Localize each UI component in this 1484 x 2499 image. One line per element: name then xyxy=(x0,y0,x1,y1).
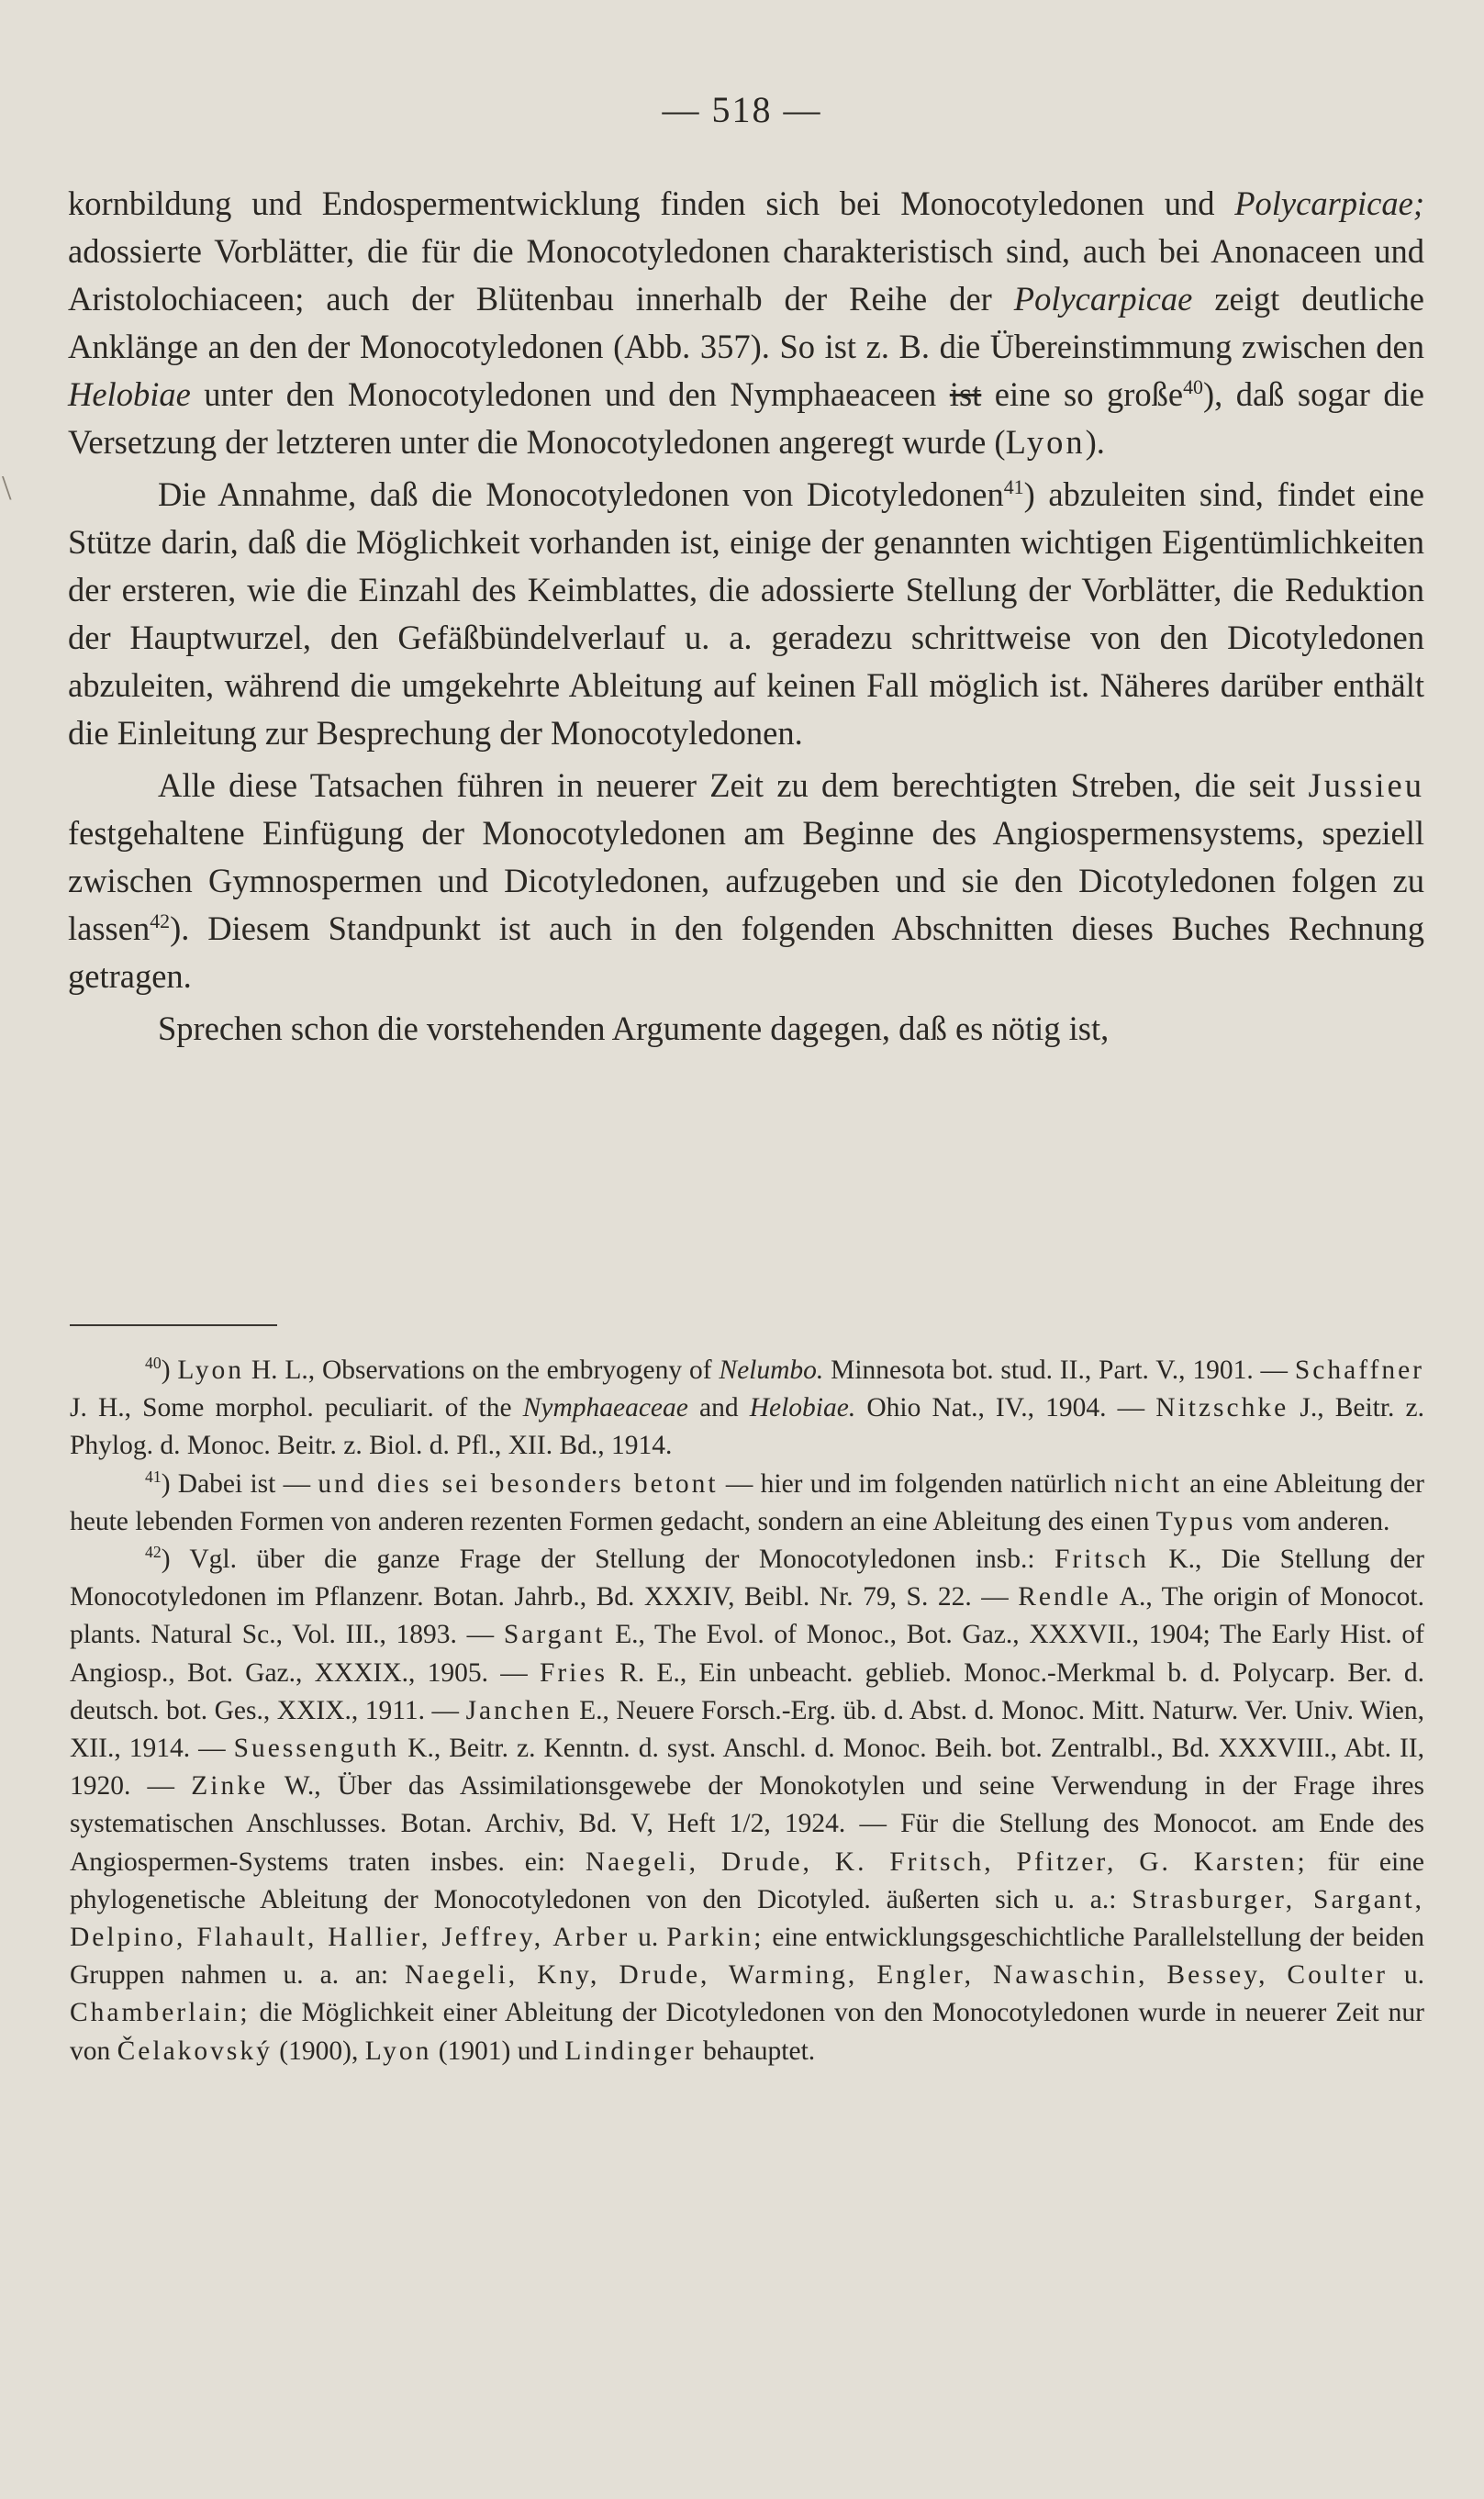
paragraph-4: Sprechen schon die vorstehenden Argumente dagegen, daß es nötig ist, xyxy=(158,1010,1110,1047)
main-text xyxy=(68,180,1424,1053)
struck-word: ist xyxy=(949,375,982,413)
paragraph-1: kornbildung und Endospermentwicklung finden sich bei Monocotyledonen und Polycarpicae; adossierte Vorblätter, die für die Monocotyledonen charakteristisch sind, auch bei Anonaceen und Aristolochiaceen; auch der Blütenbau innerhalb der Reihe der Polycarpicae zeigt deutliche Anklänge an den der Monocotyledonen (Abb. 357). So ist z. B. die Übereinstimmung zwischen den Helobiae unter den Monocotyledonen und den Nymphaeaceen ist eine so große$^{40}$), daß sogar die Versetzung der letzteren unter die Monocotyledonen angeregt wurde (Lyon). xyxy=(68,184,1424,461)
footnote-42: $^{42}$) Vgl. über die ganze Frage der Stellung der Monocotyledonen insb.: Fritsch K., Die Stellung der Monocotyledonen im Pflanzenr. Botan. Jahrb., Bd. XXXIV, Beibl. Nr. 79, S. 22. — Rendle A., The origin of Monocot. plants. Natural Sc., Vol. III., 1893. — Sargant E., The Evol. of Monoc., Bot. Gaz., XXXVII., 1904; The Early Hist. of Angiosp., Bot. Gaz., XXXIX., 1905. — Fries R. E., Ein unbeacht. geblieb. Monoc.-Merkmal b. d. Polycarp. Ber. d. deutsch. bot. Ges., XXIX., 1911. — Janchen E., Neuere Forsch.-Erg. üb. d. Abst. d. Monoc. Mitt. Naturw. Ver. Univ. Wien, XII., 1914. — Suessenguth K., Beitr. z. Kenntn. d. syst. Anschl. d. Monoc. Beih. bot. Zentralbl., Bd. XXXVIII., Abt. II, 1920. — Zinke W., Über das Assimilationsgewebe der Monokotylen und seine Verwendung in der Frage ihres systematischen Anschlusses. Botan. Archiv, Bd. V, Heft 1/2, 1924. — Für die Stellung des Monocot. am Ende des Angiospermen-Systems traten insbes. ein: Naegeli, Drude, K. Fritsch, Pfitzer, G. Karsten; für eine phylogenetische Ableitung der Monocotyledonen von den Dicotyled. äußerten sich u. a.: Strasburger, Sargant, Delpino, Flahault, Hallier, Jeffrey, Arber u. Parkin; eine entwicklungsgeschichtliche Parallelstellung der beiden Gruppen nahmen u. a. an: Naegeli, Kny, Drude, Warming, Engler, Nawaschin, Bessey, Coulter u. Chamberlain; die Möglichkeit einer Ableitung der Dicotyledonen von den Monocotyledonen wurde in neuerer Zeit nur von Čelakovský (1900), Lyon (1901) und Lindinger behauptet. xyxy=(70,1543,1425,2066)
footnote-40: $^{40}$) Lyon H. L., Observations on the embryogeny of Nelumbo. Minnesota bot. stud. II., Part. V., 1901. — Schaffner J. H., Some morphol. peculiarit. of the Nymphaeaceae and Helobiae. Ohio Nat., IV., 1904. — Nitzschke J., Beitr. z. Phylog. d. Monoc. Beitr. z. Biol. d. Pfl., XII. Bd., 1914. xyxy=(70,1354,1425,1461)
footnote-ref-42: 42 xyxy=(150,909,171,932)
paragraph-2: Die Annahme, daß die Monocotyledonen von Dicotyledonen$^{41}$) abzuleiten sind, findet eine Stütze darin, daß die Möglichkeit vorhanden ist, einige der genannten wichtigen Eigentümlichkeiten der ersteren, wie die Einzahl des Keimblattes, die adossierte Stellung der Vorblätter, die Reduktion der Hauptwurzel, den Gefäßbündelverlauf u. a. geradezu schrittweise von den Dicotyledonen abzuleiten, während die umgekehrte Ableitung auf keinen Fall möglich ist. Näheres darüber enthält die Einleitung zur Besprechung der Monocotyledonen. xyxy=(68,474,1424,752)
margin-pencil-mark: \ xyxy=(2,469,12,508)
footnotes xyxy=(70,1352,1424,2070)
paragraph-3: Alle diese Tatsachen führen in neuerer Zeit zu dem berechtigten Streben, die seit Jussieu festgehaltene Einfügung der Monocotyledonen am Beginne des Angiospermensystems, speziell zwischen Gymnospermen und Dicotyledonen, aufzugeben und sie den Dicotyledonen folgen zu lassen$^{42}$). Diesem Standpunkt ist auch in den folgenden Abschnitten dieses Buches Rechnung getragen. xyxy=(68,766,1424,995)
footnote-41: $^{41}$) Dabei ist — und dies sei besonders betont — hier und im folgenden natürlich nicht an eine Ableitung der heute lebenden Formen von anderen rezenten Formen gedacht, sondern an eine Ableitung des einen Typus vom anderen. xyxy=(70,1467,1425,1536)
footnote-ref-41: 41 xyxy=(1003,474,1024,498)
footnote-divider xyxy=(70,1324,277,1326)
page-number: — 518 — xyxy=(662,89,822,130)
footnote-ref-40: 40 xyxy=(1183,374,1203,398)
